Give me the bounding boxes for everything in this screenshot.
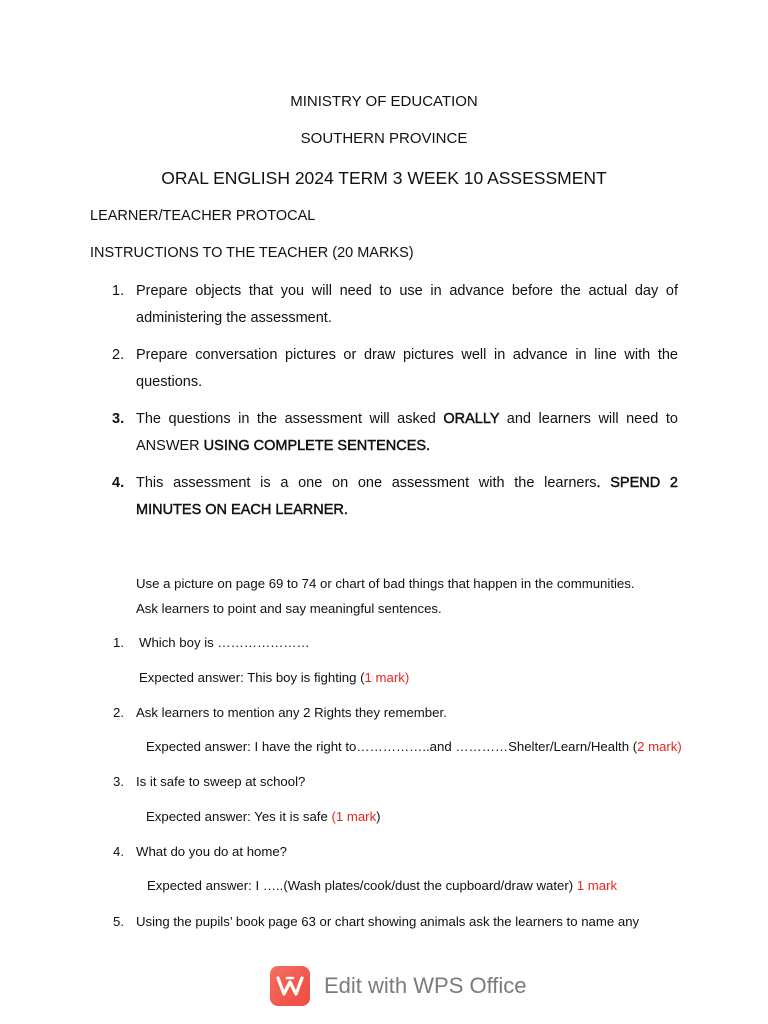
instruction-number: 2. [112,347,125,363]
emphasis-text: ORALLY [443,411,500,427]
instruction-text: Prepare conversation pictures or draw pictures well in advance in line with the [136,347,678,363]
mark-label: 1 mark) [364,670,410,685]
instruction-text-part: The questions in the assessment will asked [136,411,444,427]
assessment-title: ORAL ENGLISH 2024 TERM 3 WEEK 10 ASSESSMENT [161,168,607,188]
answer-text: Expected answer: I …..(Wash plates/cook/dust the cupboard/draw water) [147,878,577,893]
instruction-number: 4. [112,475,125,491]
edit-with-wps-banner[interactable] [270,964,527,1008]
instruction-text-part: and learners will need to [499,411,678,427]
answer-text: ) [376,809,381,824]
instruction-text: questions. [136,374,203,390]
picture-instruction: Use a picture on page 69 to 74 or chart of bad things that happen in the communities. [136,576,635,591]
question-number: 3. [113,774,124,789]
question-number: 2. [113,705,124,720]
emphasis-text: . SPEND 2 [596,475,678,491]
question-text: Is it safe to sweep at school? [136,774,306,789]
expected-answer [146,739,682,754]
instruction-text [136,438,430,454]
question-text: Using the pupils’ book page 63 or chart showing animals ask the learners to name any [136,914,640,929]
expected-answer [139,670,409,685]
question-number: 1. [113,635,124,650]
instruction-number: 1. [112,283,125,299]
mark-label: 2 mark) [637,739,682,754]
emphasis-text: MINUTES ON EACH LEARNER. [136,502,348,518]
ministry-heading: MINISTRY OF EDUCATION [290,93,478,110]
picture-instruction: Ask learners to point and say meaningful sentences. [136,601,442,616]
instruction-text-part: ANSWER [136,438,204,454]
answer-text: Expected answer: This boy is fighting ( [139,670,365,685]
question-text: What do you do at home? [136,844,288,859]
instruction-text [136,411,678,427]
question-number: 5. [113,914,124,929]
mark-label: 1 mark [576,878,618,893]
instructions-heading: INSTRUCTIONS TO THE TEACHER (20 MARKS) [90,245,414,261]
wps-logo-icon [270,966,310,1006]
wps-banner-label: Edit with WPS Office [324,973,527,998]
instruction-text-part: This assessment is a one on one assessment with the learners [136,475,597,491]
answer-text: Expected answer: I have the right to……………..and …………Shelter/Learn/Health ( [146,739,638,754]
instruction-text: administering the assessment. [136,310,332,326]
instruction-text: Prepare objects that you will need to use in advance before the actual day of [136,283,678,299]
expected-answer [147,878,617,893]
instruction-number: 3. [112,411,125,427]
instruction-text [136,475,678,491]
emphasis-text: USING COMPLETE SENTENCES. [203,438,431,454]
protocol-label: LEARNER/TEACHER PROTOCAL [90,208,316,224]
question-number: 4. [113,844,124,859]
question-text: Which boy is ………………… [139,635,310,650]
mark-label: (1 mark [331,809,377,824]
answer-text: Expected answer: Yes it is safe [146,809,332,824]
question-text: Ask learners to mention any 2 Rights they remember. [136,705,447,720]
expected-answer [146,809,381,824]
province-heading: SOUTHERN PROVINCE [300,130,468,147]
